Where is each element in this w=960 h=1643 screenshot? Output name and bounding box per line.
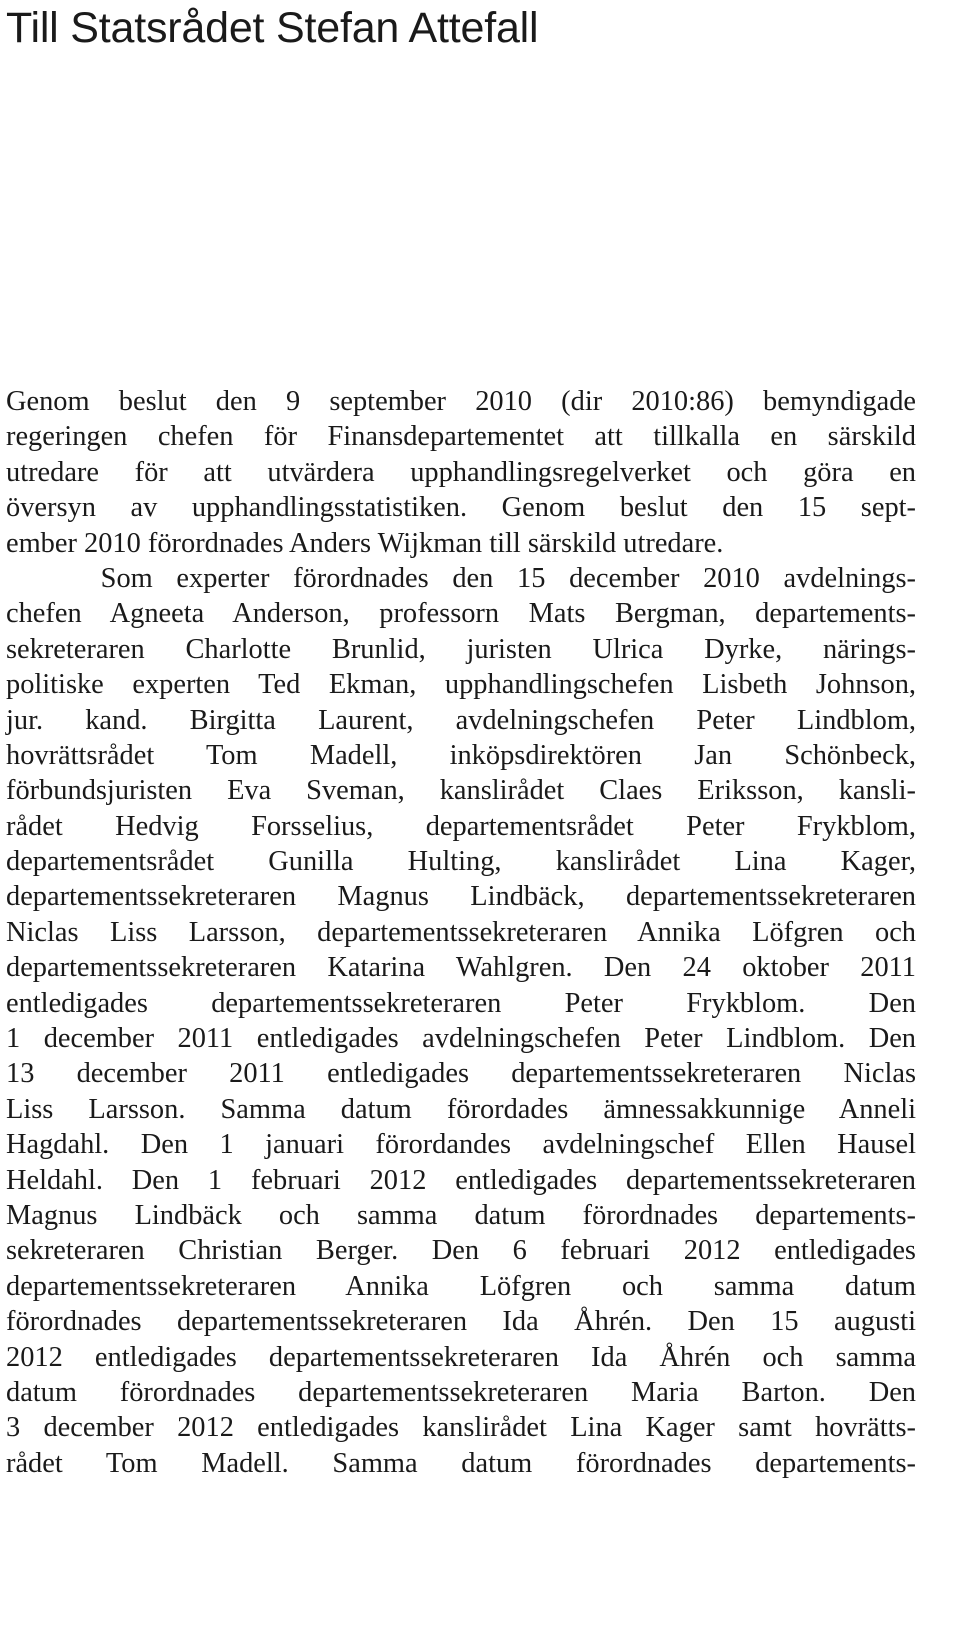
text-line: utredare för att utvärdera upphandlingsregelverket och göra en: [6, 456, 916, 488]
text-line: 2012 entledigades departementssekreteraren Ida Åhrén och samma: [6, 1341, 916, 1373]
text-line: chefen Agneeta Anderson, professorn Mats Bergman, departements-: [6, 598, 916, 630]
text-line: ember 2010 förordnades Anders Wijkman till särskild utredare.: [6, 527, 724, 559]
text-line: departementsrådet Gunilla Hulting, kanslirådet Lina Kager,: [6, 846, 916, 878]
text-line: Magnus Lindbäck och samma datum förordnades departements-: [6, 1199, 916, 1231]
text-line: departementssekreteraren Magnus Lindbäck, departementssekreteraren: [6, 881, 916, 913]
text-line: Genom beslut den 9 september 2010 (dir 2010:86) bemyndigade: [6, 386, 916, 417]
text-line: Liss Larsson. Samma datum förordades ämnessakkunnige Anneli: [6, 1093, 916, 1125]
text-line: Heldahl. Den 1 februari 2012 entledigades departementssekreteraren: [6, 1164, 916, 1196]
text-line: 1 december 2011 entledigades avdelningschefen Peter Lindblom. Den: [6, 1023, 916, 1055]
text-line: politiske experten Ted Ekman, upphandlingschefen Lisbeth Johnson,: [6, 669, 916, 701]
document-body: [6, 384, 916, 1481]
text-line: jur. kand. Birgitta Laurent, avdelningschefen Peter Lindblom,: [6, 704, 916, 736]
text-line: entledigades departementssekreteraren Peter Frykblom. Den: [6, 987, 916, 1019]
text-line: sekreteraren Charlotte Brunlid, juristen Ulrica Dyrke, närings-: [6, 633, 916, 665]
text-line: regeringen chefen för Finansdepartementet att tillkalla en särskild: [6, 421, 916, 453]
text-line: förordnades departementssekreteraren Ida Åhrén. Den 15 augusti: [6, 1306, 916, 1338]
text-line: departementssekreteraren Katarina Wahlgren. Den 24 oktober 2011: [6, 952, 916, 984]
text-line: översyn av upphandlingsstatistiken. Genom beslut den 15 sept-: [6, 492, 916, 524]
text-line: sekreteraren Christian Berger. Den 6 februari 2012 entledigades: [6, 1235, 916, 1267]
text-line: rådet Hedvig Forsselius, departementsrådet Peter Frykblom,: [6, 810, 916, 842]
text-line: Niclas Liss Larsson, departementssekreteraren Annika Löfgren och: [6, 916, 916, 948]
text-line: Som experter förordnades den 15 december 2010 avdelnings-: [6, 562, 916, 594]
text-line: 13 december 2011 entledigades departementssekreteraren Niclas: [6, 1058, 916, 1090]
text-line: 3 december 2012 entledigades kanslirådet Lina Kager samt hovrätts-: [6, 1412, 916, 1444]
text-line: datum förordnades departementssekreteraren Maria Barton. Den: [6, 1376, 916, 1408]
page-title: Till Statsrådet Stefan Attefall: [6, 4, 539, 52]
text-line: departementssekreteraren Annika Löfgren och samma datum: [6, 1270, 916, 1302]
text-line: hovrättsrådet Tom Madell, inköpsdirektören Jan Schönbeck,: [6, 739, 916, 771]
text-line: Hagdahl. Den 1 januari förordandes avdelningschef Ellen Hausel: [6, 1129, 916, 1161]
text-line: förbundsjuristen Eva Sveman, kanslirådet Claes Eriksson, kansli-: [6, 775, 916, 807]
text-line: rådet Tom Madell. Samma datum förordnades departements-: [6, 1447, 916, 1479]
